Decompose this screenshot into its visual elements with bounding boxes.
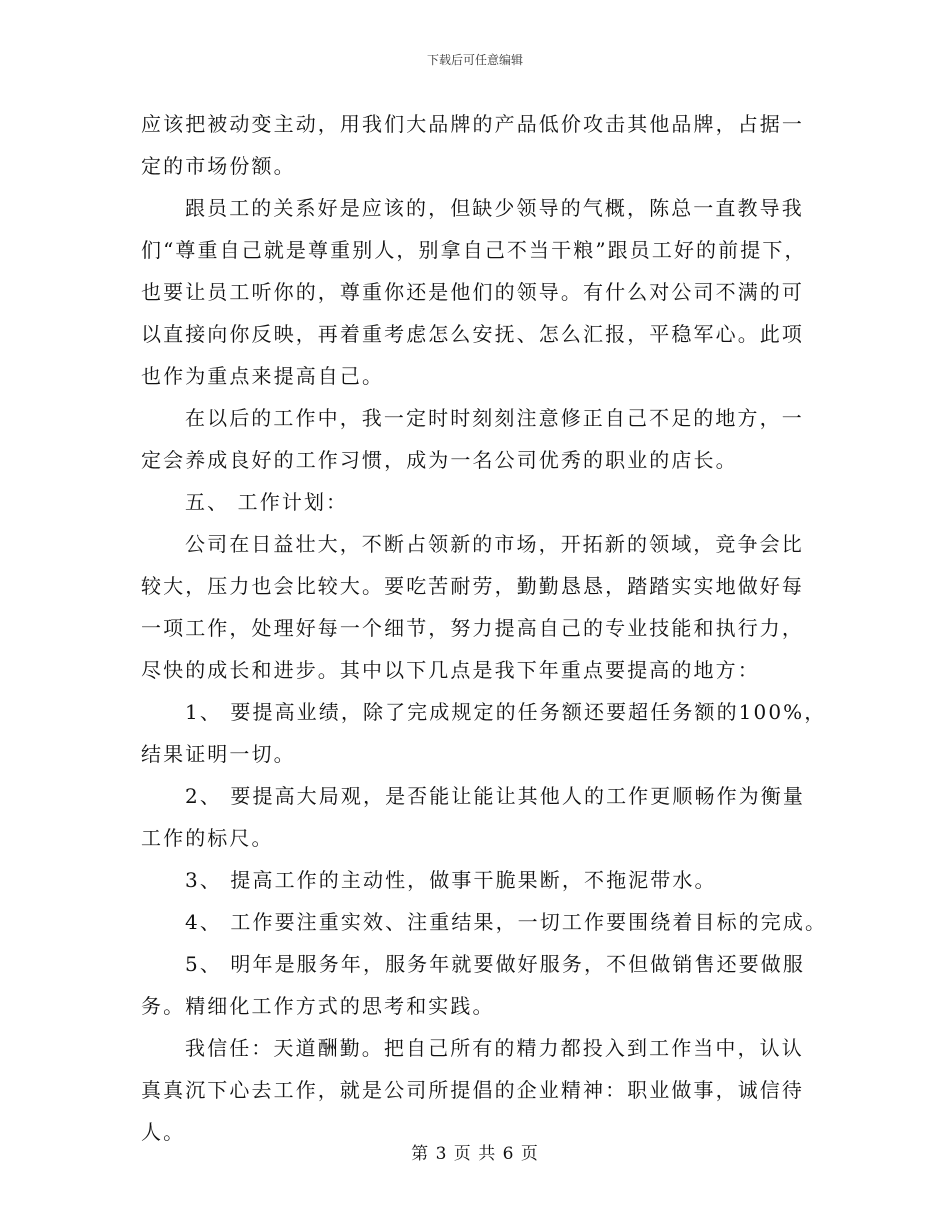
section-heading: 五、 工作计划： [185,490,349,514]
page-header: 下载后可任意编辑 [426,53,523,67]
body-line: 尽快的成长和进步。其中以下几点是我下年重点要提高的地方： [141,658,760,682]
body-line: 也要让员工听你的，尊重你还是他们的领导。有什么对公司不满的可 [141,280,804,304]
body-line: 跟员工的关系好是应该的，但缺少领导的气概，陈总一直教导我 [185,196,804,220]
body-line: 较大，压力也会比较大。要吃苦耐劳，勤勤恳恳，踏踏实实地做好每 [141,574,804,598]
body-line: 人。 [141,1120,186,1144]
body-line: 工作的标尺。 [141,826,274,850]
list-item: 5、 明年是服务年，服务年就要做好服务，不但做销售还要做服 [185,952,805,976]
body-line: 定的市场份额。 [141,154,296,178]
body-line: 们“尊重自己就是尊重别人，别拿自己不当干粮”跟员工好的前提下， [141,238,807,262]
list-item: 4、 工作要注重实效、注重结果，一切工作要围绕着目标的完成。 [185,910,828,934]
body-line: 我信任：天道酬勤。把自己所有的精力都投入到工作当中，认认 [185,1036,804,1060]
body-line: 定会养成良好的工作习惯，成为一名公司优秀的职业的店长。 [141,448,738,472]
page-number-footer: 第 3 页 共 6 页 [411,1144,539,1164]
list-item: 2、 要提高大局观，是否能让能让其他人的工作更顺畅作为衡量 [185,784,805,808]
body-line: 也作为重点来提高自己。 [141,364,385,388]
list-item: 3、 提高工作的主动性，做事干脆果断，不拖泥带水。 [185,868,717,892]
body-line: 公司在日益壮大，不断占领新的市场，开拓新的领域，竞争会比 [185,532,804,556]
body-line: 结果证明一切。 [141,742,296,766]
body-line: 在以后的工作中，我一定时时刻刻注意修正自己不足的地方，一 [185,406,804,430]
body-line: 务。精细化工作方式的思考和实践。 [141,994,495,1018]
body-line: 一项工作，处理好每一个细节，努力提高自己的专业技能和执行力， [141,616,804,640]
list-item: 1、 要提高业绩，除了完成规定的任务额还要超任务额的100%， [185,700,827,724]
document-body [141,103,828,1153]
body-line: 以直接向你反映，再着重考虑怎么安抚、怎么汇报，平稳军心。此项 [141,322,804,346]
body-line: 真真沉下心去工作，就是公司所提倡的企业精神：职业做事，诚信待 [141,1078,804,1102]
body-line: 应该把被动变主动，用我们大品牌的产品低价攻击其他品牌，占据一 [141,112,804,136]
